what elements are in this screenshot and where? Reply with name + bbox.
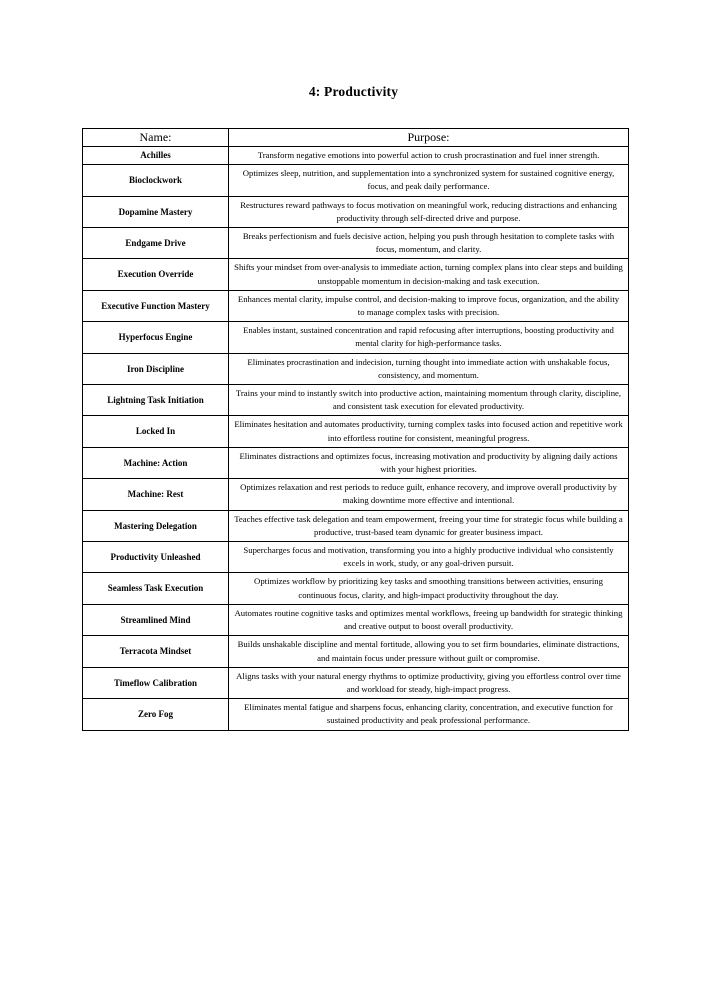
- cell-name: Bioclockwork: [83, 165, 229, 196]
- table-body: [83, 147, 629, 731]
- cell-name: Achilles: [83, 147, 229, 165]
- cell-purpose: Transform negative emotions into powerful action to crush procrastination and fuel inner strength.: [229, 147, 629, 165]
- cell-name: Hyperfocus Engine: [83, 322, 229, 353]
- cell-name: Terracota Mindset: [83, 636, 229, 667]
- cell-name: Mastering Delegation: [83, 510, 229, 541]
- table-header-row: [83, 129, 629, 147]
- column-header-purpose: Purpose:: [229, 129, 629, 147]
- table-row: [83, 290, 629, 321]
- cell-name: Executive Function Mastery: [83, 290, 229, 321]
- table-row: [83, 699, 629, 730]
- table-row: [83, 542, 629, 573]
- cell-purpose: Enables instant, sustained concentration and rapid refocusing after interruptions, boosting productivity and mental clarity for high-performance tasks.: [229, 322, 629, 353]
- cell-name: Execution Override: [83, 259, 229, 290]
- cell-name: Endgame Drive: [83, 228, 229, 259]
- table-row: [83, 510, 629, 541]
- table-row: [83, 447, 629, 478]
- cell-purpose: Eliminates distractions and optimizes focus, increasing motivation and productivity by aligning daily actions with your highest priorities.: [229, 447, 629, 478]
- cell-purpose: Restructures reward pathways to focus motivation on meaningful work, reducing distractions and enhancing productivity through self-directed drive and purpose.: [229, 196, 629, 227]
- table-row: [83, 196, 629, 227]
- cell-purpose: Enhances mental clarity, impulse control, and decision-making to improve focus, organization, and the ability to manage complex tasks with precision.: [229, 290, 629, 321]
- productivity-table: [82, 128, 629, 731]
- cell-purpose: Optimizes sleep, nutrition, and supplementation into a synchronized system for sustained cognitive energy, focus, and peak daily performance.: [229, 165, 629, 196]
- table-row: [83, 147, 629, 165]
- cell-purpose: Aligns tasks with your natural energy rhythms to optimize productivity, giving you effortless control over time and workload for steady, high-impact progress.: [229, 667, 629, 698]
- cell-name: Locked In: [83, 416, 229, 447]
- cell-name: Dopamine Mastery: [83, 196, 229, 227]
- cell-name: Streamlined Mind: [83, 604, 229, 635]
- table-row: [83, 667, 629, 698]
- cell-name: Lightning Task Initiation: [83, 385, 229, 416]
- cell-purpose: Optimizes relaxation and rest periods to reduce guilt, enhance recovery, and improve overall productivity by making downtime more effective and intentional.: [229, 479, 629, 510]
- table-row: [83, 479, 629, 510]
- table-row: [83, 165, 629, 196]
- cell-purpose: Builds unshakable discipline and mental fortitude, allowing you to set firm boundaries, eliminate distractions, and maintain focus under pressure without guilt or compromise.: [229, 636, 629, 667]
- cell-purpose: Eliminates hesitation and automates productivity, turning complex tasks into focused action and repetitive work into effortless routine for consistent, meaningful progress.: [229, 416, 629, 447]
- table-row: [83, 636, 629, 667]
- cell-purpose: Optimizes workflow by prioritizing key tasks and smoothing transitions between activities, ensuring continuous focus, clarity, and high-impact productivity throughout the day.: [229, 573, 629, 604]
- table-row: [83, 353, 629, 384]
- cell-purpose: Supercharges focus and motivation, transforming you into a highly productive individual who consistently excels in work, study, or any goal-driven pursuit.: [229, 542, 629, 573]
- cell-purpose: Eliminates mental fatigue and sharpens focus, enhancing clarity, concentration, and executive function for sustained productivity and peak professional performance.: [229, 699, 629, 730]
- cell-purpose: Shifts your mindset from over-analysis to immediate action, turning complex plans into clear steps and building unstoppable momentum in decision-making and task execution.: [229, 259, 629, 290]
- table-row: [83, 416, 629, 447]
- table-row: [83, 385, 629, 416]
- cell-purpose: Automates routine cognitive tasks and optimizes mental workflows, freeing up bandwidth for strategic thinking and creative output to boost overall productivity.: [229, 604, 629, 635]
- cell-name: Iron Discipline: [83, 353, 229, 384]
- cell-purpose: Trains your mind to instantly switch into productive action, maintaining momentum through clarity, discipline, and consistent task execution for elevated productivity.: [229, 385, 629, 416]
- cell-purpose: Teaches effective task delegation and team empowerment, freeing your time for strategic focus while building a productive, trust-based team dynamic for greater business impact.: [229, 510, 629, 541]
- cell-name: Machine: Rest: [83, 479, 229, 510]
- table-row: [83, 573, 629, 604]
- table-row: [83, 259, 629, 290]
- productivity-table-container: [82, 128, 628, 731]
- cell-name: Seamless Task Execution: [83, 573, 229, 604]
- cell-name: Timeflow Calibration: [83, 667, 229, 698]
- cell-name: Machine: Action: [83, 447, 229, 478]
- table-row: [83, 322, 629, 353]
- table-header: [83, 129, 629, 147]
- cell-name: Productivity Unleashed: [83, 542, 229, 573]
- cell-purpose: Breaks perfectionism and fuels decisive action, helping you push through hesitation to complete tasks with focus, momentum, and clarity.: [229, 228, 629, 259]
- cell-name: Zero Fog: [83, 699, 229, 730]
- cell-purpose: Eliminates procrastination and indecision, turning thought into immediate action with unshakable focus, consistency, and momentum.: [229, 353, 629, 384]
- page-title: 4: Productivity: [308, 84, 399, 99]
- table-row: [83, 228, 629, 259]
- table-row: [83, 604, 629, 635]
- column-header-name: Name:: [83, 129, 229, 147]
